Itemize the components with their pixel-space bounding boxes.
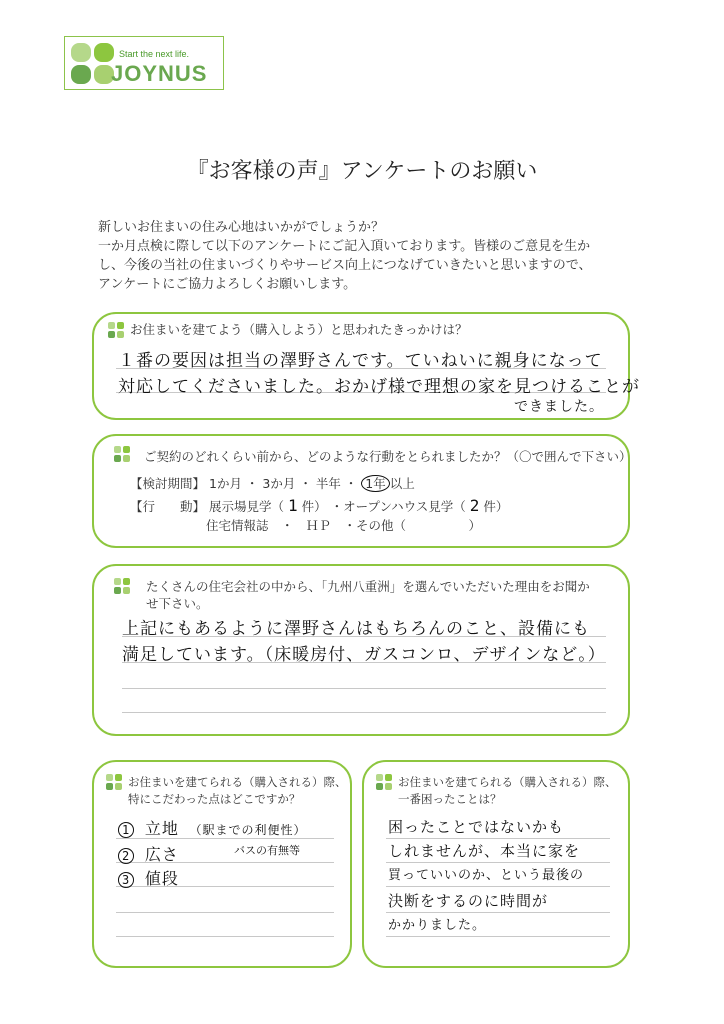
question-1-text: お住まいを建てよう（購入しよう）と思われたきっかけは？ <box>130 322 468 337</box>
answer-line <box>122 712 606 713</box>
intro-line: 一か月点検に際して以下のアンケートにご記入頂いております。皆様のご意見を生か <box>98 239 591 254</box>
question-5-answer-line: 困ったことではないかも <box>388 818 565 836</box>
answer-line <box>116 912 334 913</box>
intro-text <box>98 218 658 294</box>
question-4-answer-1 <box>118 816 307 839</box>
openhouse-label: ・オープンハウス見学（ <box>330 499 466 514</box>
question-3-line: せ下さい。 <box>146 596 209 611</box>
answer-note-2: バスの有無等 <box>234 844 300 857</box>
answer-number: 1 <box>118 822 134 838</box>
answer-number: 3 <box>118 872 134 888</box>
period-option: 3か月 <box>262 476 296 491</box>
period-option: 1か月 <box>209 476 242 491</box>
question-3-line: たくさんの住宅会社の中から、「九州八重洲」を選んでいただいた理由をお聞か <box>146 579 590 594</box>
showroom-unit: 件） <box>301 499 327 514</box>
question-1-answer-line: １番の要因は担当の澤野さんです。ていねいに親身になって <box>118 351 603 371</box>
question-4-line: 特にこだわった点はどこですか？ <box>128 792 301 806</box>
page-title: 『お客様の声』アンケートのお願い <box>186 159 538 184</box>
question-4-answer-3 <box>118 866 179 889</box>
answer-line <box>116 936 334 937</box>
question-5-line: お住まいを建てられる（購入される）際、 <box>398 775 617 789</box>
question-1-answer-line: 対応してくださいました。おかげ様で理想の家を見つけることが <box>118 377 640 397</box>
answer-line <box>386 936 610 937</box>
answer-note: （駅までの利便性） <box>189 823 307 837</box>
question-4-text <box>128 774 347 808</box>
question-5-answer-line: 買っていいのか、という最後の <box>388 868 585 883</box>
action-label: 【行 動】 <box>130 499 206 514</box>
clover-bullet-icon <box>114 578 130 594</box>
answer-text: 立地 <box>144 819 179 838</box>
question-3-answer-line: 上記にもあるように澤野さんはもちろんのこと、設備にも <box>122 619 590 639</box>
clover-bullet-icon <box>106 774 122 790</box>
period-option: 半年 <box>315 476 341 491</box>
question-2-panel <box>92 434 630 548</box>
showroom-count: 1 <box>288 496 298 515</box>
showroom-label: 展示場見学（ <box>209 499 285 514</box>
other-row: 住宅情報誌 ・ ＨＰ ・その他（ ） <box>206 518 482 533</box>
answer-line <box>386 838 610 839</box>
question-5-panel <box>362 760 630 968</box>
question-2-text: ご契約のどれくらい前から、どのような行動をとられましたか？（〇で囲んで下さい） <box>144 449 632 464</box>
question-1-answer-line: できました。 <box>514 399 604 415</box>
intro-line: アンケートにご協力よろしくお願いします。 <box>98 277 357 292</box>
period-label: 【検討期間】 <box>130 476 206 491</box>
period-option-selected: 1年 <box>361 475 389 492</box>
question-4-answer-2 <box>118 842 179 865</box>
company-logo <box>64 36 224 90</box>
question-4-panel <box>92 760 352 968</box>
answer-line <box>122 688 606 689</box>
logo-brand: JOYNUS <box>111 61 208 86</box>
question-3-text <box>146 578 616 612</box>
question-5-text <box>398 774 617 808</box>
question-1-panel <box>92 312 640 420</box>
answer-number: 2 <box>118 848 134 864</box>
question-3-answer-line: 満足しています。（床暖房付、ガスコンロ、デザインなど。） <box>122 645 606 665</box>
clover-bullet-icon <box>108 322 124 338</box>
clover-bullet-icon <box>114 446 130 462</box>
clover-logo-icon <box>69 41 117 87</box>
answer-line <box>386 886 610 887</box>
answer-line <box>386 912 610 913</box>
openhouse-count: 2 <box>469 496 480 515</box>
intro-line: し、今後の当社の住まいづくりやサービス向上につなげていきたいと思いますので、 <box>98 258 592 273</box>
period-suffix: 以上 <box>389 476 415 491</box>
action-row <box>130 496 508 515</box>
answer-text: 値段 <box>144 869 179 888</box>
answer-line <box>386 862 610 863</box>
answer-text: 広さ <box>144 845 179 864</box>
question-4-line: お住まいを建てられる（購入される）際、 <box>128 775 347 789</box>
question-5-answer-line: かかりました。 <box>388 918 487 933</box>
period-row: 【検討期間】 1か月 ・ 3か月 ・ 半年 ・ 1年 以上 <box>130 476 415 491</box>
openhouse-unit: 件） <box>483 499 509 514</box>
question-5-line: 一番困ったことは？ <box>398 792 502 806</box>
intro-line: 新しいお住まいの住み心地はいかがでしょうか？ <box>98 220 385 235</box>
clover-bullet-icon <box>376 774 392 790</box>
question-5-answer-line: しれませんが、本当に家を <box>388 842 581 860</box>
question-5-answer-line: 決断をするのに時間が <box>388 892 549 910</box>
question-3-panel <box>92 564 630 736</box>
logo-tagline: Start the next life. <box>119 49 190 59</box>
